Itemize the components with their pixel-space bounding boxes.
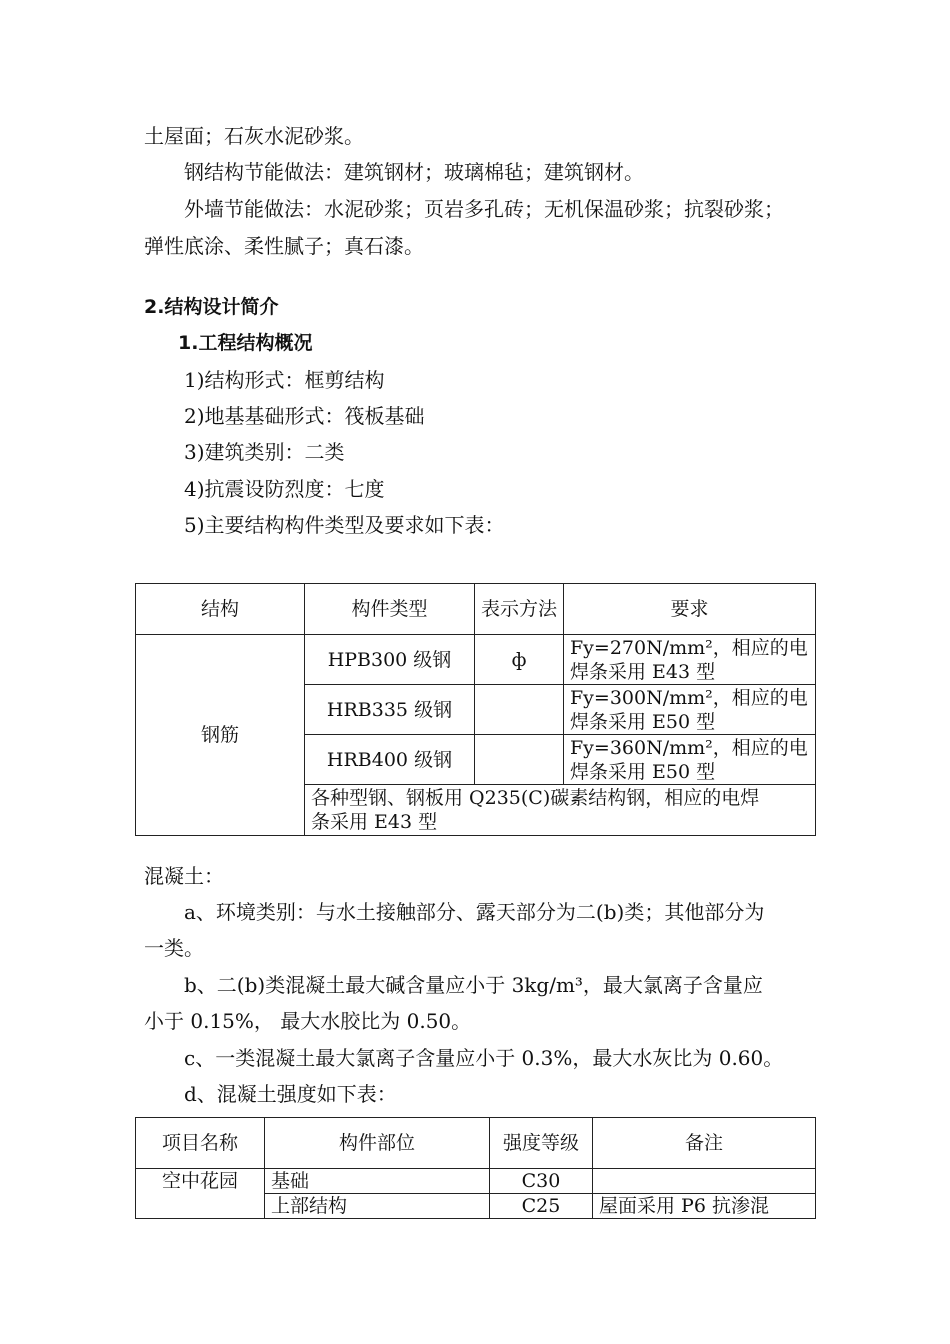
paragraph-concrete-d: d、混凝土强度如下表： <box>184 1082 397 1106</box>
list-item: 3)建筑类别：二类 <box>184 440 345 464</box>
table-cell <box>475 685 564 735</box>
list-item: 5)主要结构构件类型及要求如下表： <box>184 513 505 537</box>
paragraph-steel-structure: 钢结构节能做法：建筑钢材；玻璃棉毡；建筑钢材。 <box>184 160 644 184</box>
paragraph-exterior-wall: 外墙节能做法：水泥砂浆；页岩多孔砖；无机保温砂浆；抗裂砂浆； <box>184 197 784 221</box>
paragraph-concrete-a: a、环境类别：与水土接触部分、露天部分为二(b)类；其他部分为 <box>184 900 765 924</box>
table-cell: Fy=360N/mm²，相应的电 焊条采用 E50 型 <box>564 735 816 785</box>
table-cell: 上部结构 <box>265 1194 490 1219</box>
paragraph-exterior-wall-cont: 弹性底涂、柔性腻子；真石漆。 <box>144 234 424 258</box>
table-cell: C30 <box>490 1169 593 1194</box>
list-item: 4)抗震设防烈度：七度 <box>184 477 385 501</box>
paragraph-concrete-b: b、二(b)类混凝土最大碱含量应小于 3kg/m³，最大氯离子含量应 <box>184 973 763 997</box>
paragraph-concrete-a-cont: 一类。 <box>144 936 204 960</box>
table-header: 要求 <box>564 584 816 635</box>
sub-heading: 1.工程结构概况 <box>178 332 313 354</box>
project-name-cell: 空中花园 <box>136 1169 265 1219</box>
table-header: 备注 <box>593 1118 816 1169</box>
table-cell: Fy=270N/mm²，相应的电 焊条采用 E43 型 <box>564 635 816 685</box>
table-cell: 屋面采用 P6 抗渗混 <box>593 1194 816 1219</box>
rebar-group-cell: 钢筋 <box>136 635 305 836</box>
concrete-strength-table <box>135 1117 816 1219</box>
table-cell <box>475 735 564 785</box>
table-cell: HRB335 级钢 <box>305 685 475 735</box>
concrete-title: 混凝土： <box>144 864 224 888</box>
paragraph-roof: 土屋面；石灰水泥砂浆。 <box>144 124 364 148</box>
table-cell: ф <box>475 635 564 685</box>
list-item: 1)结构形式：框剪结构 <box>184 368 385 392</box>
section-heading: 2.结构设计简介 <box>144 296 279 318</box>
paragraph-concrete-b-cont: 小于 0.15%， 最大水胶比为 0.50。 <box>144 1009 472 1033</box>
table-header: 构件类型 <box>305 584 475 635</box>
table-cell: 基础 <box>265 1169 490 1194</box>
list-item: 2)地基基础形式：筏板基础 <box>184 404 425 428</box>
table-header: 结构 <box>136 584 305 635</box>
table-header: 强度等级 <box>490 1118 593 1169</box>
table-header: 表示方法 <box>475 584 564 635</box>
table-cell <box>593 1169 816 1194</box>
table-cell: C25 <box>490 1194 593 1219</box>
table-header: 项目名称 <box>136 1118 265 1169</box>
table-cell: HRB400 级钢 <box>305 735 475 785</box>
table-row <box>136 635 816 685</box>
table-cell: HPB300 级钢 <box>305 635 475 685</box>
table-cell: Fy=300N/mm²，相应的电 焊条采用 E50 型 <box>564 685 816 735</box>
rebar-table <box>135 583 816 836</box>
table-cell-merged: 各种型钢、钢板用 Q235(C)碳素结构钢，相应的电焊 条采用 E43 型 <box>305 785 816 836</box>
paragraph-concrete-c: c、一类混凝土最大氯离子含量应小于 0.3%，最大水灰比为 0.60。 <box>184 1046 784 1070</box>
table-header: 构件部位 <box>265 1118 490 1169</box>
table-row <box>136 1169 816 1194</box>
